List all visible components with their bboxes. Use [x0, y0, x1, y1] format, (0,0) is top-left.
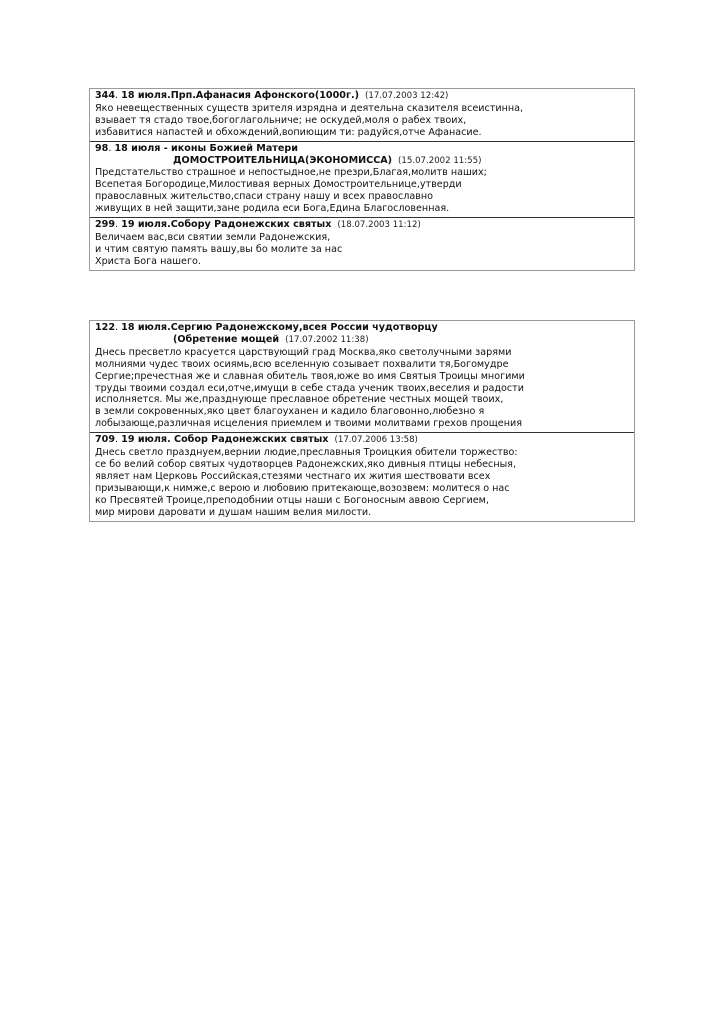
- entry-text-line: Предстательство страшное и непостыдное,не презри,Благая,молитв наших;: [95, 167, 487, 179]
- entry-title-line: 122. 18 июля.Сергию Радонежскому,всея России чудотворцу: [95, 322, 438, 333]
- entry-title-line-2: [95, 155, 629, 168]
- entry-title-continued: ДОМОСТРОИТЕЛЬНИЦА(ЭКОНОМИССА): [173, 154, 393, 166]
- entry-text-line: труды твоими создал еси,отче,имущи в себе стада ученик твоих,веселия и радости: [95, 382, 524, 394]
- troparion-panel-2: [89, 320, 635, 522]
- entry-title-line-2: [95, 334, 629, 347]
- entry-title: 18 июля.Прп.Афанасия Афонского(1000г.): [121, 90, 359, 101]
- entry-number: 299: [95, 219, 116, 231]
- entry-date: (17.07.2003 12:42): [365, 91, 449, 101]
- entry-title-line: 98. 18 июля - иконы Божией Матери: [95, 142, 298, 154]
- entry-title-line: 709. 19 июля. Собор Радонежских святых (17.07.2006 13:58): [95, 434, 418, 446]
- entry-text-line: молниями чудес твоих осиямь,всю вселенную созывает похвалити тя,Богомудре: [95, 358, 509, 370]
- entry-title: 18 июля.Сергию Радонежскому,всея России чудотворцу: [121, 322, 438, 333]
- entry-title-line: 299. 19 июля.Собору Радонежских святых (18.07.2003 11:12): [95, 219, 421, 231]
- entry-text-line: и чтим святую память вашу,вы бо молите за нас: [95, 243, 343, 255]
- entry-text-line: взывает тя стадо твое,богоглагольниче; не оскудей,моля о рабех твоих,: [95, 114, 467, 126]
- entry-344: [90, 89, 634, 141]
- entry-text-line: живущих в ней защити,зане родила еси Бога,Едина Благословенная.: [95, 203, 450, 215]
- entry-date: (15.07.2002 11:55): [398, 155, 482, 166]
- entry-text-line: являет нам Церковь Российская,стезями честнаго их жития шествовати всех: [95, 470, 491, 482]
- entry-text-line: избавитися напастей и обхождений,вопиющим ти: радуйся,отче Афанасие.: [95, 126, 482, 138]
- entry-122: [90, 321, 634, 432]
- entry-date: (17.07.2006 13:58): [334, 435, 418, 446]
- entry-text-line: православных жительство,спаси страну нашу и всех православно: [95, 191, 434, 203]
- entry-number: 344: [95, 90, 116, 101]
- entry-text-line: се бо велий собор святых чудотворцев Радонежских,яко дивныя птицы небесныя,: [95, 458, 516, 470]
- entry-text-line: лобызающе,различная исцеления приемлем и твоими молитвами грехов прощения: [95, 418, 522, 430]
- entry-number: 98: [95, 142, 109, 154]
- entry-date: (17.07.2002 11:38): [285, 334, 369, 345]
- entry-number: 709: [95, 434, 116, 446]
- entry-text-line: исполняется. Мы же,празднующе преславное обретение честных мощей твоих,: [95, 394, 504, 406]
- entry-text-line: мир мирови даровати и душам нашим велия милости.: [95, 506, 372, 518]
- entry-title: 19 июля.Собору Радонежских святых: [121, 219, 332, 231]
- entry-title-line: 344. 18 июля.Прп.Афанасия Афонского(1000г.) (17.07.2003 12:42): [95, 90, 449, 101]
- entry-text-line: призывающи,к нимже,с верою и любовию притекающе,возозвем: молитеся о нас: [95, 482, 510, 494]
- entry-text-line: ко Пресвятей Троице,преподобнии отцы наши с Богоносным аввою Сергием,: [95, 494, 489, 506]
- entry-text-line: Всепетая Богородице,Милостивая верных Домостроительнице,утверди: [95, 179, 462, 191]
- entry-text-line: Днесь светло празднуем,вернии людие,преславныя Троицкия обители торжество:: [95, 447, 518, 459]
- entry-title-continued: (Обретение мощей: [173, 333, 280, 345]
- entry-299: [90, 217, 634, 270]
- entry-709: [90, 432, 634, 520]
- entry-text-line: Величаем вас,вси святии земли Радонежския,: [95, 231, 331, 243]
- entry-98: [90, 141, 634, 217]
- entry-text-line: Яко невещественных существ зрителя изрядна и деятельна сказителя всеистинна,: [95, 102, 524, 114]
- entry-number: 122: [95, 322, 116, 333]
- entry-text-line: в земли сокровенных,яко цвет благоуханен и кадило благовонно,любезно я: [95, 406, 485, 418]
- entry-title: 18 июля - иконы Божией Матери: [114, 142, 298, 154]
- entry-title: 19 июля. Собор Радонежских святых: [121, 434, 329, 446]
- troparion-panel-1: [89, 88, 635, 271]
- entry-text-line: Сергие;пречестная же и славная обитель твоя,юже во имя Святыя Троицы многими: [95, 370, 525, 382]
- entry-text-line: Христа Бога нашего.: [95, 255, 201, 267]
- entry-date: (18.07.2003 11:12): [337, 220, 421, 231]
- entry-text-line: Днесь пресветло красуется царствующий град Москва,яко светолучными зарями: [95, 346, 512, 358]
